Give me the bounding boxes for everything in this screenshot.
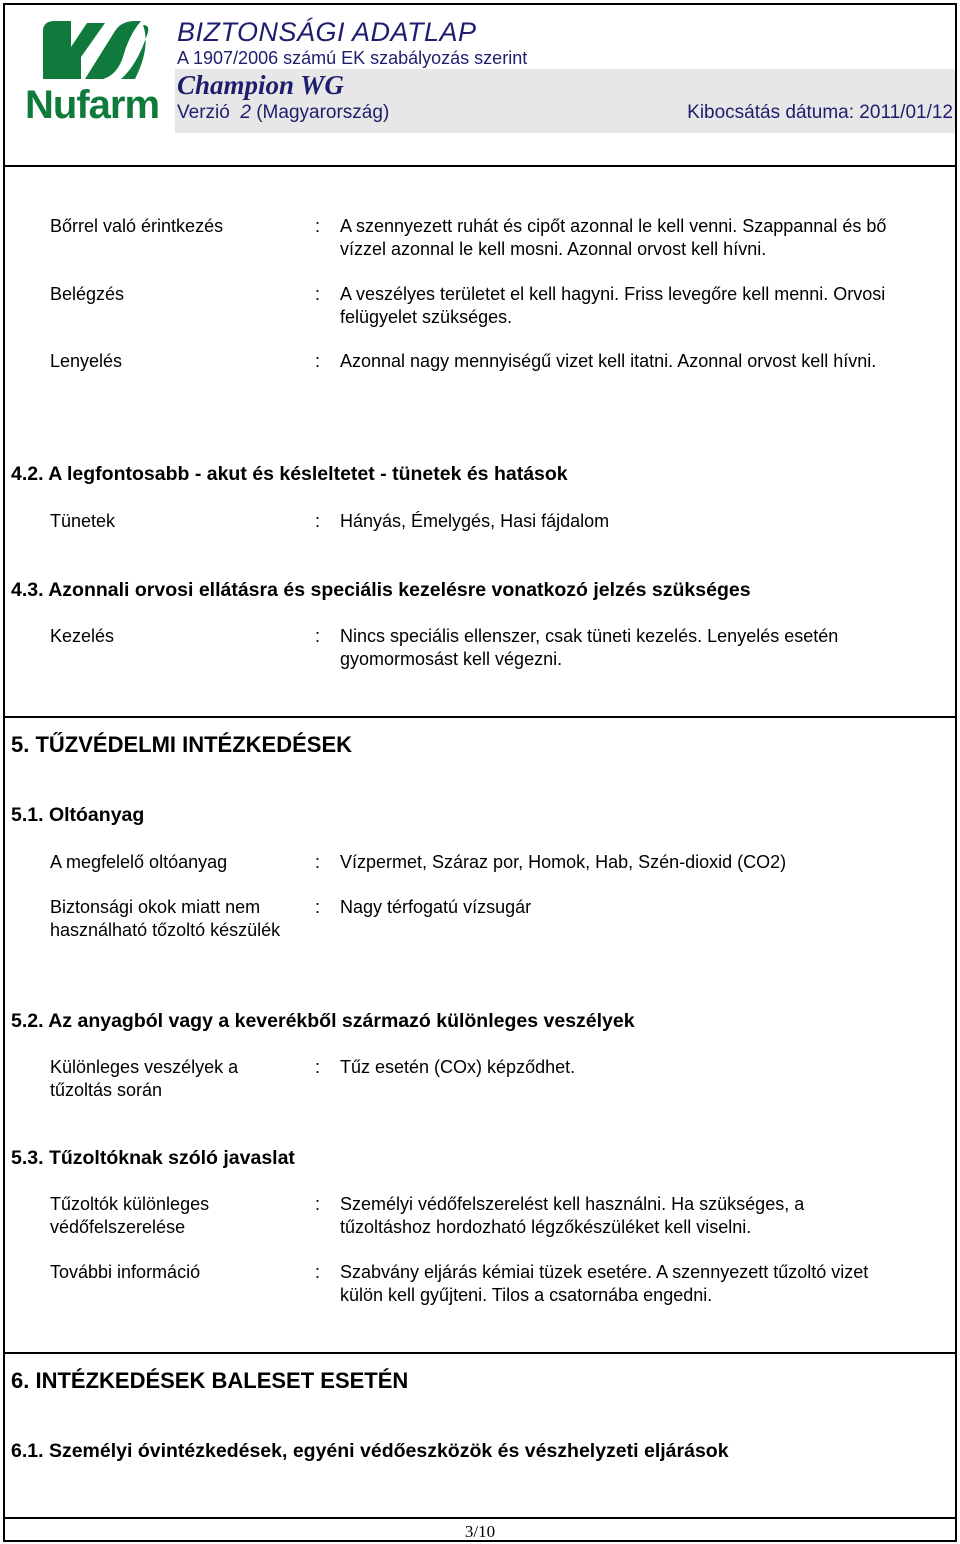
- row-label: További információ: [50, 1262, 201, 1282]
- section-5-title: 5. TŰZVÉDELMI INTÉZKEDÉSEK: [11, 732, 353, 757]
- section-5-2-title: 5.2. Az anyagból vagy a keverékből származó különleges veszélyek: [11, 1010, 635, 1032]
- row-label: Bőrrel való érintkezés: [50, 216, 224, 236]
- row-colon: :: [315, 1262, 321, 1282]
- issue-date: Kibocsátás dátuma: 2011/01/12: [687, 102, 953, 123]
- row-colon: :: [315, 511, 321, 531]
- section-6-1-title: 6.1. Személyi óvintézkedések, egyéni védőeszközök és vészhelyzeti eljárások: [11, 1440, 729, 1462]
- section-4-3-title: 4.3. Azonnali orvosi ellátásra és speciális kezelésre vonatkozó jelzés szükséges: [11, 579, 751, 601]
- regulation-line: A 1907/2006 számú EK szabályozás szerint: [177, 48, 528, 68]
- section-6-title: 6. INTÉZKEDÉSEK BALESET ESETÉN: [11, 1368, 409, 1393]
- version-line: [177, 102, 389, 124]
- row-label: Lenyelés: [50, 351, 123, 371]
- section-4-2-title: 4.2. A legfontosabb - akut és késleltetet - tünetek és hatások: [11, 463, 568, 485]
- row-value: Vízpermet, Száraz por, Homok, Hab, Szén-dioxid (CO2): [340, 852, 787, 872]
- row-value: A veszélyes területet el kell hagyni. Friss levegőre kell menni. Orvosi felügyelet szükséges.: [340, 284, 886, 327]
- page-number: 3/10: [464, 1522, 496, 1541]
- row-colon: :: [315, 216, 321, 236]
- row-value: Nagy térfogatú vízsugár: [340, 897, 532, 917]
- product-name: Champion WG: [177, 70, 344, 100]
- row-value: Hányás, Émelygés, Hasi fájdalom: [340, 511, 610, 531]
- row-colon: :: [315, 1194, 321, 1214]
- row-value: A szennyezett ruhát és cipőt azonnal le kell venni. Szappannal és bő vízzel azonnal le kell mosni. Azonnal orvost kell hívni.: [340, 216, 887, 259]
- row-colon: :: [315, 852, 321, 872]
- section-5-3-title: 5.3. Tűzoltóknak szóló javaslat: [11, 1147, 295, 1169]
- document-page: [3, 3, 957, 1542]
- section-divider: [5, 716, 955, 718]
- version-prefix: Verzió: [177, 102, 230, 123]
- document-header: [5, 5, 955, 167]
- row-label: A megfelelő oltóanyag: [50, 852, 228, 872]
- row-value: Szabvány eljárás kémiai tüzek esetére. A szennyezett tűzoltó vizet külön kell gyűjteni. Tilos a csatornába engedni.: [340, 1262, 869, 1305]
- nufarm-logo: [25, 17, 160, 127]
- row-label: Tünetek: [50, 511, 116, 531]
- row-label: Kezelés: [50, 626, 115, 646]
- row-colon: :: [315, 351, 321, 371]
- row-colon: :: [315, 1057, 321, 1077]
- row-value: Azonnal nagy mennyiségű vizet kell itatni. Azonnal orvost kell hívni.: [340, 351, 877, 371]
- row-value: Tűz esetén (COx) képződhet.: [340, 1057, 576, 1077]
- row-colon: :: [315, 626, 321, 646]
- row-value: Személyi védőfelszerelést kell használni. Ha szükséges, a tűzoltáshoz hordozható légzőkészüléket kell viselni.: [340, 1194, 805, 1237]
- row-colon: :: [315, 284, 321, 304]
- leaf-logo-icon: [25, 17, 155, 87]
- row-label: Belégzés: [50, 284, 125, 304]
- row-label: Biztonsági okok miatt nem használható tőzoltó készülék: [50, 897, 281, 940]
- row-colon: :: [315, 897, 321, 917]
- page-footer: [5, 1517, 955, 1540]
- row-label: Különleges veszélyek a tűzoltás során: [50, 1057, 239, 1100]
- section-divider: [5, 1352, 955, 1354]
- logo-wordmark: Nufarm: [25, 83, 160, 127]
- version-country: (Magyarország): [256, 102, 390, 123]
- row-value: Nincs speciális ellenszer, csak tüneti kezelés. Lenyelés esetén gyomormosást kell végezni.: [340, 626, 839, 669]
- document-title: BIZTONSÁGI ADATLAP: [177, 17, 477, 47]
- row-label: Tűzoltók különleges védőfelszerelése: [50, 1194, 210, 1237]
- section-5-1-title: 5.1. Oltóanyag: [11, 804, 145, 826]
- version-number: 2: [240, 102, 251, 123]
